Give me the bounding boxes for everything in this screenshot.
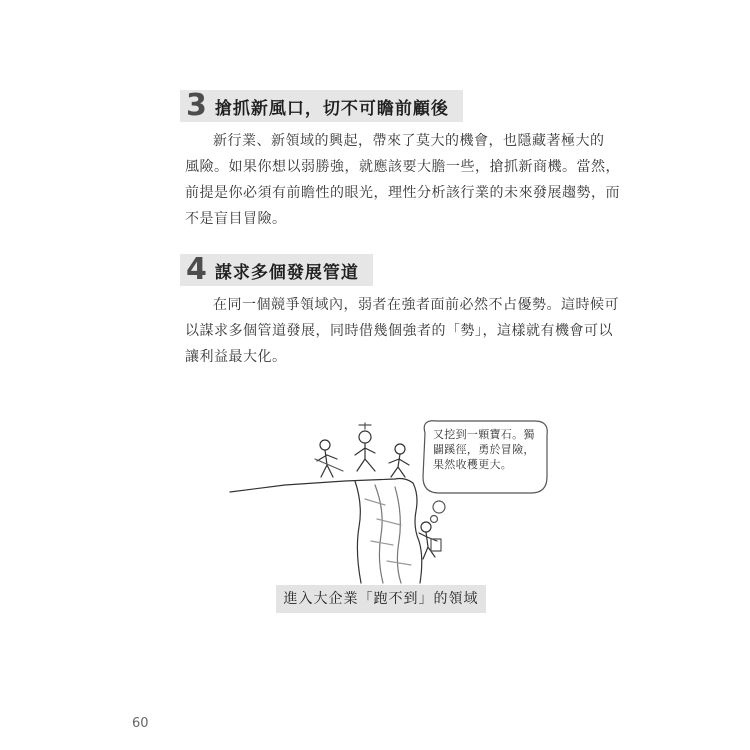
paragraph-line: 前提是你必須有前瞻性的眼光，理性分析該行業的未來發展趨勢，而: [185, 185, 620, 201]
person-left-icon: [315, 440, 343, 477]
paragraph-line: 新行業、新領域的興起，帶來了莫大的機會，也隱藏著極大的: [213, 133, 605, 149]
cliff-face: [413, 483, 422, 583]
bubble-line: 果然收穫更大。: [433, 458, 513, 471]
page-number: 60: [132, 716, 149, 731]
bubble-line: 又挖到一顆寶石。獨: [433, 428, 535, 441]
bubble-line: 闢蹊徑，勇於冒險，: [433, 443, 535, 456]
paragraph-line: 在同一個競爭領域內，弱者在強者面前必然不占優勢。這時候可: [213, 297, 619, 313]
person-middle-icon: [355, 423, 375, 471]
paragraph-line: 不是盲目冒險。: [185, 211, 287, 227]
cliff-edge: [230, 479, 413, 493]
section-4-number: 4: [186, 252, 207, 287]
section-4-title: 謀求多個發展管道: [214, 262, 359, 283]
section-3-title: 搶抓新風口，切不可瞻前顧後: [214, 98, 449, 119]
section-4-heading: [180, 254, 373, 286]
section-3-paragraph: [185, 128, 620, 232]
section-4-paragraph: [185, 292, 619, 370]
section-3-heading: [180, 90, 463, 122]
paragraph-line: 以謀求多個管道發展，同時借幾個強者的「勢」，這樣就有機會可以: [185, 323, 613, 339]
thought-bubble-dot: [431, 516, 438, 523]
climbing-person-icon: [419, 522, 441, 559]
paragraph-line: 讓利益最大化。: [185, 349, 287, 365]
person-right-icon: [389, 444, 409, 477]
thought-bubble-dot: [433, 501, 445, 513]
illustration-caption: 進入大企業「跑不到」的領域: [276, 585, 486, 613]
thought-bubble-text: [433, 427, 535, 472]
section-3-number: 3: [186, 88, 207, 123]
paragraph-line: 風險。如果你想以弱勝強，就應該要大膽一些，搶抓新商機。當然，: [185, 159, 620, 175]
